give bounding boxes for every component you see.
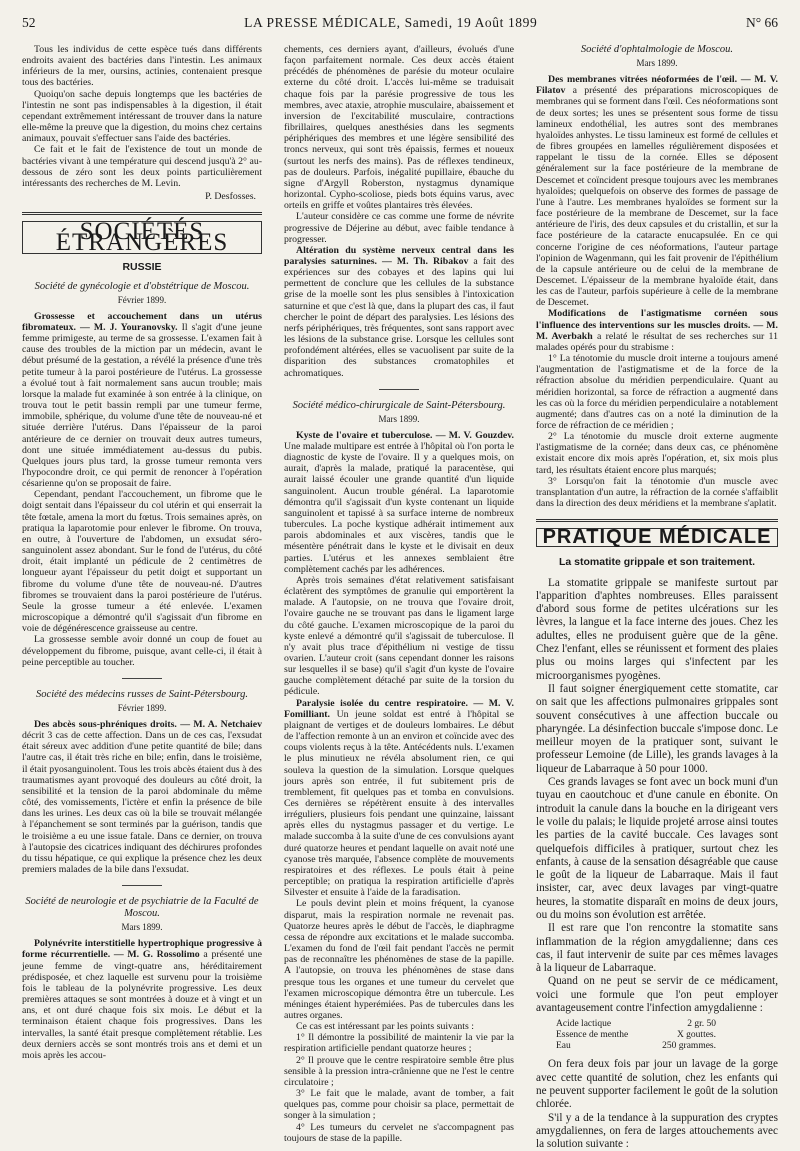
society-name: Société de neurologie et de psychiatrie de la Faculté de Moscou.	[25, 896, 259, 920]
article-paragraph: Ce cas est intéressant par les points suivants :	[296, 1021, 474, 1033]
intro-paragraph: Tous les individus de cette espèce tués dans différents endroits avaient des bactéries dans l'intestin. Les animaux inférieurs de la mer, oursins, actinies, contenaient presque tous des bactéries.	[22, 44, 262, 89]
separator	[379, 389, 419, 390]
list-item: 3° Lorsqu'on fait la ténotomie d'un muscle avec transplantation d'un autre, la réfraction de la cornée s'affaiblit dans la direction des deux méridiens et la membrane s'aplatit.	[536, 475, 778, 510]
article-paragraph: L'auteur considère ce cas comme une forme de névrite progressive de Déjerine au début, avec faible tendance à progresser.	[284, 211, 514, 245]
section-divider	[22, 212, 262, 215]
article-text: Une malade multipare est entrée à l'hôpital où l'on porta le diagnostic de kyste de l'ovaire. Il y a quelques mois, on aurait, d'après la malade, pratiqué la paracentèse, qui aurait laissé écouler une grande quantité d'un liquide sanguinolent. Aucun trouble général. La laparotomie démontra qu'il s'agissait d'un kyste contenant un liquide sanguinolent et tapissé à sa surface interne de nombreux tubercules. La poche kystique adhérait intimement aux parois abdominales et aux viscères, tandis que le mésentère pénétrait dans le kyste et le divisait en deux parties. L'utérus et les annexes semblaient être complètement cachés par les adhérences.	[284, 441, 514, 575]
article-author: — M. G. Rossolimo	[110, 949, 200, 961]
article-paragraph: chements, ces derniers ayant, d'ailleurs, évolués d'une façon parfaitement normale. Ces deux accès étaient précédés de phénomènes de parésie du moteur oculaire externe du côté droit. L'accès lui-même se traduisait chaque fois par la parésie progressive de tous les membres, avec ataxie, atrophie musculaire, abaissement et inversion de l'excitabilité musculaire, contractions fibrillaires, quelques anesthésies dans les segments périphériques des membres et une légère sensibilité des troncs nerveux, qui sont très épaissis, fermes et noueux (surtout les nerfs des mains). Pas de réflexes tendineux, pas de douleurs. Parfois, inégalité pupillaire, ébauche du signe d'Argyll Roberston, nystagmus dynamique horizontal. Cypho-scoliose, pieds bots équins varus, avec orteils en griffe et voûtes plantaires très élevées.	[284, 44, 514, 212]
society-name: Société de gynécologie et d'obstétrique de Moscou.	[34, 280, 250, 292]
issue-number: N° 66	[745, 15, 778, 30]
formula-line: Acide lactique 2 gr. 50	[556, 1019, 716, 1030]
article-paragraph: La grossesse semble avoir donné un coup de fouet au développement du fibrome, puisque, avant celle-ci, il était à peine perceptible au toucher.	[22, 634, 262, 668]
article-heading: Kyste de l'ovaire et tuberculose.	[296, 429, 433, 441]
formula-line: Eau 250 grammes.	[556, 1041, 716, 1052]
author-signature: P. Desfosses.	[205, 191, 256, 203]
list-item: 3° Le fait que le malade, avant de tomber, a fait quelques pas, comme pour choisir sa place, permettait de songer à la simulation ;	[284, 1088, 514, 1122]
list-item: 1° La ténotomie du muscle droit interne a toujours amené l'augmentation de l'astigmatisme et de la force de la réfraction absolue du méridien perpendiculaire. Quant au méridien horizontal, sa force de réfraction a augmenté dans les cas où la force du méridien perpendiculaire a notablement augmenté; dans d'autres cas on a noté la diminution de la force de réfraction de ce méridien ;	[536, 353, 778, 431]
article-title: La stomatite grippale et son traitement.	[558, 556, 756, 569]
article-paragraph: Il faut soigner énergiquement cette stomatite, car on sait que les affections pulmonaires grippales sont souvent consécutives à une affection buccale ou pharyngée. La désinfection buccale s'impose donc. Le meilleur moyen de la pratiquer sont, suivant le professeur Lemoine (de Lille), les grands lavages à la liqueur de Labarraque à 50 pour 1000.	[536, 682, 778, 775]
article-paragraph: Ces grands lavages se font avec un bock muni d'un tuyau en caoutchouc et d'une canule en ébonite. On introduit la canule dans la bouche en la dirigeant vers le voile du palais; le liquide projeté arrose ainsi toutes les parties de la cavité buccale. Ces lavages sont quelquefois difficiles à pratiquer, surtout chez les enfants, à cause de la sensation désagréable que cause le goût de la liqueur de Labarraque. Mais il faut insister, car, avec deux lavages par vingt-quatre heures, la stomatite disparaît en moins de deux jours, ou du moins son évolution est arrêtée.	[536, 776, 778, 921]
society-name: Société d'ophtalmologie de Moscou.	[580, 44, 734, 55]
society-name: Société des médecins russes de Saint-Pétersbourg.	[36, 688, 248, 700]
article-text: a présenté une jeune femme de vingt-quatre ans, héréditairement prédisposée, et chez laquelle est survenu pour la troisième fois le tableau de la polynévrite progressive. Les deux premières attaques se sont montrées à douze et à vingt et un ans, et ont duré chaque fois six mois. Le début et la terminaison étaient chaque fois progressives. Dans les intervalles, la santé était presque complètement rétablie. Les deux derniers accès se sont montrés trois ans et demi et un mois après les accou-	[22, 949, 262, 1061]
article-paragraph: On fera deux fois par jour un lavage de la gorge avec cette quantité de solution, chez les enfants qui ne peuvent supporter facilement le goût de la solution chlorée.	[536, 1058, 778, 1111]
list-item: 2° Il prouve que le centre respiratoire semble être plus sensible à la pression intra-crânienne que ne l'est le centre circulatoire ;	[284, 1054, 514, 1088]
page-header	[22, 12, 778, 34]
prescription-formula	[556, 1019, 778, 1052]
article-heading: Grossesse et accouchement dans un utérus fibromateux.	[22, 310, 262, 333]
article-heading: Polynévrite interstitielle hypertrophique progressive à forme récurrentielle.	[22, 938, 262, 961]
article-heading: Paralysie isolée du centre respiratoire.	[296, 697, 468, 709]
list-item: 2° La ténotomie du muscle droit externe augmente l'astigmatisme de la cornée; dans deux cas, ce phénomène existait encore dix mois après l'opération, et, six mois plus tard, les résultats étaient encore plus marqués;	[536, 431, 778, 476]
column-right	[536, 44, 778, 1151]
intro-paragraph: Quoiqu'on sache depuis longtemps que les bactéries de l'intestin ne sont pas indispensables à la digestion, il était cependant extrêmement intéressant de trouver dans la nature elle-même la preuve que la digestion, du moins chez certains animaux, pouvait s'effectuer sans l'aide des bactéries.	[22, 88, 262, 145]
article-author: — M. V. Gouzdev.	[432, 429, 514, 441]
article-heading: Des membranes vitrées néoformées de l'œil.	[548, 74, 738, 86]
article-author: — M. J. Youranovsky.	[75, 321, 178, 333]
society-date: Mars 1899.	[636, 58, 678, 68]
list-item: 4° Les tumeurs du cervelet ne s'accompagnent pas toujours de stase de la papille.	[284, 1121, 514, 1144]
article-paragraph: Cependant, pendant l'accouchement, un fibrome que le doigt sentait dans l'épaisseur du col utérin et qui enserrait la tête fœtale, amena la mort du fœtus. Trois semaines après, on pratiqua la laparotomie pour enlever le fibrome. On trouva, en outre, à l'ouverture de l'abdomen, un exsudat séro-sanguinolent assez abondant. Sur le fond de l'utérus, du côté droit, était implanté un pédicule de 2 centimètres de longueur ayant l'épaisseur du petit doigt et supportant un fibrome du volume d'une tête de nouveau-né. D'autres fibromes se trouvaient dans la paroi postérieure de l'utérus. Seule la grosse tumeur a été enlevée. L'examen microscopique a démontré qu'il s'agissait d'un fibrome en voie de dégénérescence graisseuse au centre.	[22, 489, 262, 635]
article-heading: Altération du système nerveux central dans les paralysies saturnines.	[284, 244, 514, 267]
intro-paragraph: Ce fait et le fait de l'existence de tout un monde de bactéries vivant à une température qui descend jusqu'à 2° au-dessous de zéro sont les deux points particulièrement intéressants des recherches de M. Levin.	[22, 144, 262, 189]
article-text: Il s'agit d'une jeune femme primigeste, au terme de sa grossesse. L'examen fait à cause des troubles de la miction par un médecin, avant le début présumé de la gestation, a révélé la présence d'une très petite tumeur à la paroi postérieure de l'utérus. La grossesse a évolué tout à fait normalement sans aucun trouble; mais lorsque la malade fut examinée à son entrée à la clinique, on trouva tout le petit bassin rempli par une tumeur ferme, immobile, sphérique, du volume d'une tête de nouveau-né et située derrière l'utérus. Dans l'épaisseur de la paroi antérieure de ce dernier on trouvait deux autres tumeurs, dont une située immédiatement au-dessus du pubis. Quelques jours plus tard, la grosse tumeur remonta vers l'hypocondre droit, ce qui permit de renoncer à l'opération césarienne qu'on se proposait de faire.	[22, 321, 263, 490]
list-item: 1° Il démontre la possibilité de maintenir la vie par la respiration artificielle pendant quatorze heures ;	[284, 1032, 514, 1055]
society-date: Février 1899.	[117, 702, 167, 713]
article-paragraph: Il est rare que l'on rencontre la stomatite sans inflammation de la région amygdalienne; dans ces cas, il faut intervenir de suite par ces mêmes lavages à la liqueur de Labarraque.	[536, 922, 778, 975]
separator	[122, 678, 162, 679]
society-date: Février 1899.	[117, 294, 167, 305]
article-heading: Des abcès sous-phréniques droits.	[34, 718, 177, 730]
article-text: a relaté le résultat de ses recherches sur 11 malades opérés pour du strabisme :	[536, 330, 778, 353]
article-text: Un jeune soldat est entré à l'hôpital se plaignant de vertiges et de douleurs lombaires. Le début de l'affection remonte à un an environ et coïncide avec des coups violents reçus à la tête. Antécédents nuls. L'examen le plus minutieux ne révéla absolument rien, ce qui souleva la question de la simulation. Lorsque quelques jours après son entrée, il fut subitement pris de tremblement, fit quelques pas et tomba en convulsions. Ces dernières se répétèrent ensuite à des intervalles irréguliers, plusieurs fois pendant une quinzaine, laissant après elles du nystagmus passager et du vertige. Le malade succomba à la suite d'une de ces convulsions ayant duré quatorze heures et pendant laquelle on avait noté une cyanose très marquée, l'absence complète de mouvements respiratoires et des réflexes. Le pouls était à peine perceptible; on pratiqua la respiration artificielle d'après Silvester et ensuite à l'aide de la faradisation.	[284, 708, 515, 899]
section-divider	[536, 519, 778, 522]
column-middle	[284, 44, 515, 1144]
article-author: — M. A. Netchaiev	[176, 718, 263, 730]
separator	[122, 885, 162, 886]
article-paragraph: Quand on ne peut se servir de ce médicament, voici une formule que l'on peut employer avantageusement contre l'infection amygdalienne :	[536, 975, 778, 1015]
article-text: a fait des expériences sur des cobayes et des lapins qui lui permettent de conclure que les cellules de la substance grise de la moelle sont les plus sensibles à l'intoxication saturnine et que c'est là que, dans la plupart des cas, il faut chercher le point de départ des paralysies. Les lésions des nerfs périphériques, très fréquentes, sont sans rapport avec les lésions de la substance grise. Lorsque les cellules sont profondément altérées, elles se vacuolisent par suite de la disparition des substances cromatophiles et achromatiques.	[284, 255, 515, 379]
article-paragraph: S'il y a de la tendance à la suppuration des cryptes amygdaliennes, on fera de larges attouchements avec la solution suivante :	[536, 1111, 778, 1151]
article-author: — M. V. Filatov	[536, 74, 778, 97]
article-text: décrit 3 cas de cette affection. Dans un de ces cas, l'exsudat était séreux avec addition d'une petite quantité de bile; dans l'autre cas, il était très riche en bile; enfin, dans le troisième, il était pyosanguinolent. Tous les trois abcès étaient dus à des traumatismes ayant provoqué des douleurs au côté droit, la sensibilité et la tension de la paroi abdominale du même côté, des vomissements, l'ictère et enfin la présence de bile dans les urines. Les deux cas où la bile se trouvait mélangée à l'épanchement se sont terminés par la guérison, tandis que le troisième a eu une issue fatale. Dans ce dernier, on trouva à l'autopsie des cicatrices indiquant des déchirures profondes du tissu hépatique, ce qui explique la présence chez les deux premiers malades de la bile dans l'exsudat.	[22, 730, 262, 875]
society-date: Mars 1899.	[121, 922, 163, 933]
article-author: — M. V. Fomilliant.	[284, 697, 514, 720]
page-number: 52	[22, 15, 36, 30]
article-paragraph: Après trois semaines d'état relativement satisfaisant éclatèrent des symptômes de granulie qui emportèrent la malade. A l'autopsie, on ne trouva que l'ovaire droit, l'ovaire gauche ne se trouvant pas dans le ligament large du côté gauche. L'examen microscopique de la paroi du kyste enlevé a démontré qu'il s'agissait de tuberculose. Il n'y avait plus trace d'épithélium ni vestige de tissu ovarien. L'auteur croit (sans cependant donner les raisons sur lesquelles il se base) qu'il s'agit d'un kyste de l'ovaire gauche complètement détaché par suite de la torsion du pédicule.	[284, 574, 514, 698]
country-heading: RUSSIE	[122, 260, 162, 273]
article-author: — M. Th. Ribakov	[376, 255, 469, 267]
section-title: SOCIÉTÉS ÉTRANGÈRES	[22, 221, 262, 253]
society-name: Société médico-chirurgicale de Saint-Pétersbourg.	[292, 399, 506, 411]
journal-title: LA PRESSE MÉDICALE, Samedi, 19 Août 1899	[244, 15, 538, 30]
article-paragraph: Le pouls devint plein et moins fréquent, la cyanose disparut, mais la respiration normale ne revenait pas. Quatorze heures après le début de l'accès, le diaphragme cessa de répondre aux excitations et le malade succomba. L'examen du fond de l'œil fait pendant l'accès ne permit pas de reconnaître les phénomènes de stase de la papille. A l'autopsie, on trouva les phénomènes de stase dans presque tous les organes et une tumeur du cervelet que l'examen microscopique démontra être un tubercule. Les méninges étaient hyperémiées. Pas de tubercules dans les autres organes.	[284, 898, 514, 1021]
society-date: Mars 1899.	[378, 413, 420, 424]
article-paragraph: La stomatite grippale se manifeste surtout par l'apparition d'aphtes nombreuses. Elles paraissent d'abord sous forme de petites ulcérations sur les lèvres, la langue et la face interne des joues. Chez les adultes, elles ne produisent guère que de la gêne. Chez l'enfant, elles se réunissent et forment des plaies plus ou moins larges qui s'infectent par les microorganismes pyogènes.	[536, 576, 778, 682]
column-left	[22, 44, 262, 1102]
formula-line: Essence de menthe X gouttes.	[556, 1030, 716, 1041]
article-text: a présenté des préparations microscopiques de membranes qui se forment dans l'œil. Ces néoformations sont de deux sortes; les unes se présentent sous forme de tissu lamineux endothélial, les autres sont des membranes hyaloïdes anhystes. Le tissu lamineux est formé de cellules et de fibres groupées en lamelles régulièrement disposées et rappelant le tissu de la cornée. Elles se déposent généralement sur la face postérieure de la membrane de Descemet et coïncident presque toujours avec les membranes hyaloïdes; quelquefois on observe des formes de passage de l'une à l'autre. Les membranes hyaloïdes se forment sur la face postérieure de la membrane de Descemet, sur la face antérieure de l'iris, des deux capsules et du cristallin, et sur la face postérieure de la cataracte enucapsulée. En ce qui concerne l'origine de ces néoformations, l'auteur partage l'opinion de Wagenmann, qui les fait provenir de l'épithélium de la capsule antérieure ou de celui de la membrane de Descemet. L'épaisseur de la membrane hyaloïde était, dans les cas de l'auteur, parfois supérieure à celle de la membrane de Descemet.	[536, 85, 778, 309]
article-author: — M. M. Averbakh	[536, 319, 778, 342]
article-heading: Modifications de l'astigmatisme cornéen sous l'influence des interventions sur les muscles droits.	[536, 308, 778, 331]
section-title: PRATIQUE MÉDICALE	[536, 528, 778, 547]
